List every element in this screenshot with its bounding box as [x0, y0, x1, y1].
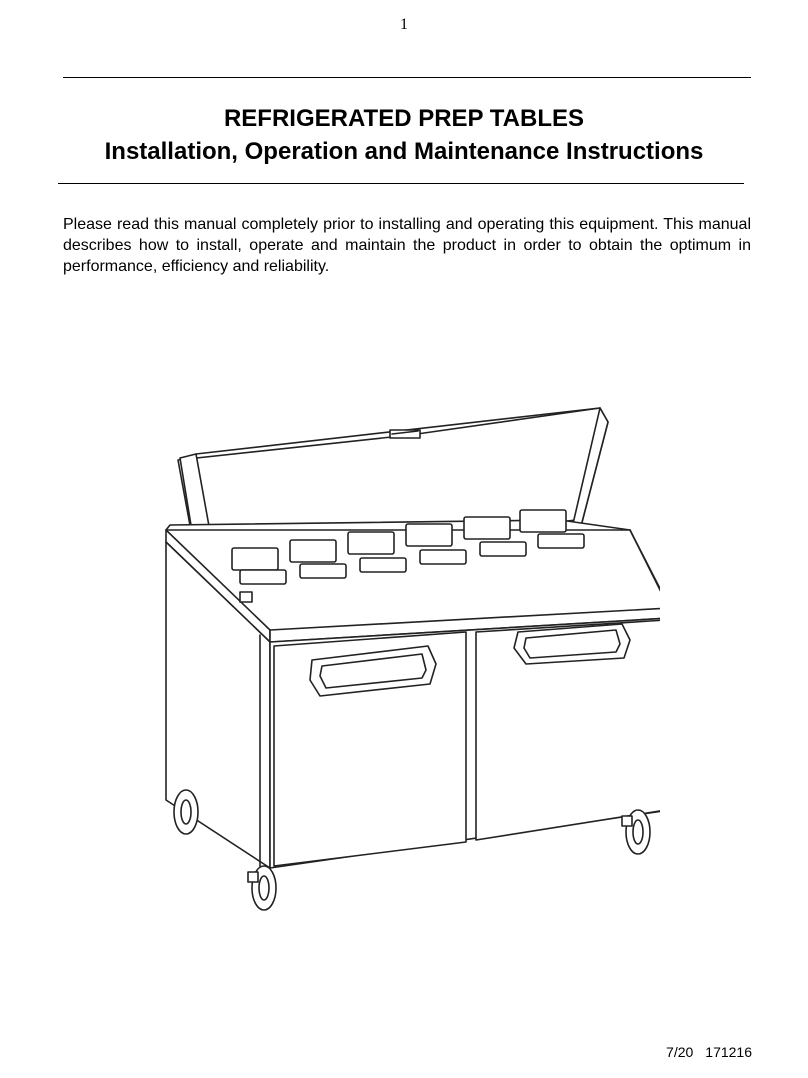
page-number: 1 — [400, 16, 408, 33]
part-number: 171216 — [705, 1044, 752, 1060]
prep-table-illustration — [140, 380, 660, 920]
right-door — [476, 620, 660, 840]
bottom-divider — [58, 183, 744, 184]
page-title — [0, 102, 808, 168]
left-door — [274, 632, 466, 866]
title-line-2: Installation, Operation and Maintenance Instructions — [104, 138, 704, 165]
top-divider — [63, 77, 751, 78]
document-code — [666, 1044, 752, 1060]
title-line-1: REFRIGERATED PREP TABLES — [223, 105, 585, 132]
revision-date: 7/20 — [666, 1044, 694, 1060]
intro-paragraph: Please read this manual completely prior to installing and operating this equipment. This manual describes how to install, operate and maintain the product in order to obtain the optimum in performance, efficiency and reliability. — [63, 216, 751, 275]
